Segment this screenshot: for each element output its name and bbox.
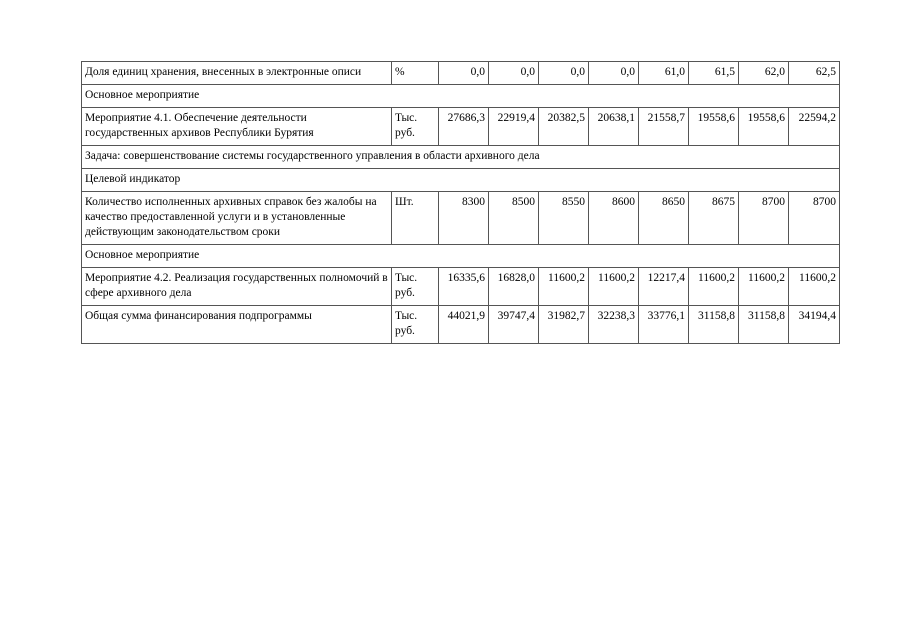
value-cell: 0,0 — [589, 62, 639, 85]
value-cell: 62,5 — [789, 62, 840, 85]
value-cell: 31158,8 — [739, 306, 789, 344]
table-body — [82, 62, 840, 344]
table-row — [82, 62, 840, 85]
value-cell: 8700 — [789, 192, 840, 245]
value-cell: 31158,8 — [689, 306, 739, 344]
unit-cell: Тыс. руб. — [392, 306, 439, 344]
value-cell: 0,0 — [489, 62, 539, 85]
unit-cell: Шт. — [392, 192, 439, 245]
value-cell: 19558,6 — [739, 108, 789, 146]
value-cell: 61,5 — [689, 62, 739, 85]
section-heading: Основное мероприятие — [82, 245, 840, 268]
value-cell: 20382,5 — [539, 108, 589, 146]
section-row — [82, 85, 840, 108]
value-cell: 27686,3 — [439, 108, 489, 146]
financing-table — [81, 61, 840, 344]
value-cell: 11600,2 — [539, 268, 589, 306]
indicator-name-cell: Доля единиц хранения, внесенных в электронные описи — [82, 62, 392, 85]
table-row — [82, 108, 840, 146]
value-cell: 31982,7 — [539, 306, 589, 344]
value-cell: 34194,4 — [789, 306, 840, 344]
indicator-name-cell: Мероприятие 4.1. Обеспечение деятельности государственных архивов Республики Бурятия — [82, 108, 392, 146]
value-cell: 22919,4 — [489, 108, 539, 146]
section-row — [82, 146, 840, 169]
value-cell: 8700 — [739, 192, 789, 245]
value-cell: 16335,6 — [439, 268, 489, 306]
value-cell: 11600,2 — [789, 268, 840, 306]
unit-cell: % — [392, 62, 439, 85]
value-cell: 12217,4 — [639, 268, 689, 306]
value-cell: 32238,3 — [589, 306, 639, 344]
indicator-name-cell: Общая сумма финансирования подпрограммы — [82, 306, 392, 344]
section-heading: Основное мероприятие — [82, 85, 840, 108]
indicator-name-cell: Количество исполненных архивных справок без жалобы на качество предоставленной услуги и в установленные действующим законодательством сроки — [82, 192, 392, 245]
value-cell: 39747,4 — [489, 306, 539, 344]
section-heading: Задача: совершенствование системы государственного управления в области архивного дела — [82, 146, 840, 169]
value-cell: 0,0 — [439, 62, 489, 85]
value-cell: 0,0 — [539, 62, 589, 85]
table-row — [82, 192, 840, 245]
value-cell: 8300 — [439, 192, 489, 245]
value-cell: 22594,2 — [789, 108, 840, 146]
value-cell: 8550 — [539, 192, 589, 245]
value-cell: 11600,2 — [739, 268, 789, 306]
value-cell: 62,0 — [739, 62, 789, 85]
value-cell: 8600 — [589, 192, 639, 245]
unit-cell: Тыс. руб. — [392, 268, 439, 306]
section-row — [82, 245, 840, 268]
section-row — [82, 169, 840, 192]
value-cell: 16828,0 — [489, 268, 539, 306]
value-cell: 61,0 — [639, 62, 689, 85]
value-cell: 11600,2 — [689, 268, 739, 306]
value-cell: 44021,9 — [439, 306, 489, 344]
table-row — [82, 268, 840, 306]
value-cell: 20638,1 — [589, 108, 639, 146]
table-row — [82, 306, 840, 344]
value-cell: 8650 — [639, 192, 689, 245]
indicator-name-cell: Мероприятие 4.2. Реализация государственных полномочий в сфере архивного дела — [82, 268, 392, 306]
value-cell: 8500 — [489, 192, 539, 245]
value-cell: 11600,2 — [589, 268, 639, 306]
section-heading: Целевой индикатор — [82, 169, 840, 192]
unit-cell: Тыс. руб. — [392, 108, 439, 146]
value-cell: 19558,6 — [689, 108, 739, 146]
value-cell: 33776,1 — [639, 306, 689, 344]
value-cell: 21558,7 — [639, 108, 689, 146]
value-cell: 8675 — [689, 192, 739, 245]
